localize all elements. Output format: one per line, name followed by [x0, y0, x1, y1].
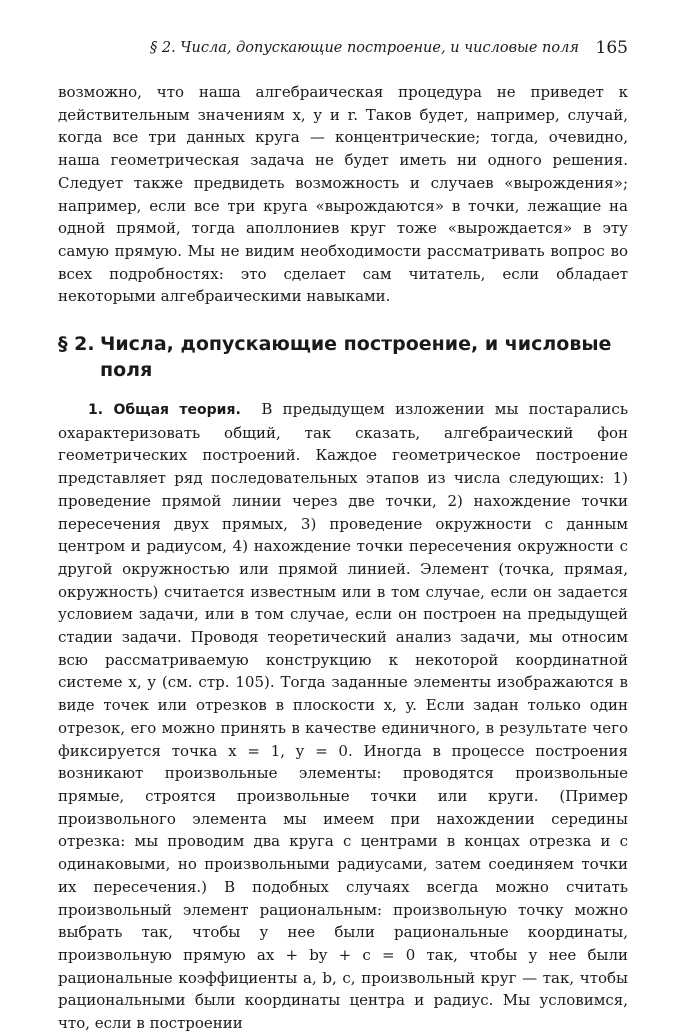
section-title: Числа, допускающие построение, и числовые поля — [100, 333, 612, 382]
section-heading — [58, 331, 628, 383]
running-header — [58, 38, 628, 64]
page-number: 165 — [595, 38, 628, 58]
paragraph-general-theory — [58, 398, 628, 1035]
paragraph-continuation: возможно, что наша алгебраическая процедура не приведет к действительным значениям x, y и r. Таков будет, например, случай, когда все три данных круга — концентрические; тогда, очевидно, наша геометрическая задача не будет иметь ни одного решения. Следует также предвидеть возможность и случаев «вырождения»; например, если все три круга «вырождаются» в точки, лежащие на одной прямой, тогда аполлониев круг тоже «вырождается» в эту самую прямую. Мы не видим необходимости рассматривать вопрос во всех подробностях: это сделает сам читатель, если обладает некоторыми алгебраическими навыками. — [58, 83, 628, 306]
section-number: § 2. — [58, 333, 95, 356]
running-title: § 2. Числа, допускающие построение, и числовые поля — [150, 40, 579, 56]
subsection-title: 1. Общая теория. — [88, 402, 241, 419]
book-page — [58, 38, 628, 1035]
paragraph-body: В предыдущем изложении мы постарались охарактеризовать общий, так сказать, алгебраический фон геометрических построений. Каждое геометрическое построение представляет ряд последовательных этапов из числа следующих: 1) проведение прямой линии через две точки, 2) нахождение точки пересечения двух прямых, 3) проведение окружности с данным центром и радиусом, 4) нахождение точки пересечения окружности с другой окружностью или прямой линией. Элемент (точка, прямая, окружность) считается известным или в том случае, если он задается условием задачи, или в том случае, если он построен на предыдущей стадии задачи. Проводя теоретический анализ задачи, мы относим всю рассматриваемую конструкцию к некоторой координатной системе x, y (см. стр. 105). Тогда заданные элементы изображаются в виде точек или отрезков в плоскости x, y. Если задан только один отрезок, его можно принять в качестве единичного, в результате чего фиксируется точка x = 1, y = 0. Иногда в процессе построения возникают произвольные элементы: проводятся произвольные прямые, строятся произвольные точки или круги. (Пример произвольного элемента мы имеем при нахождении середины отрезка: мы проводим два круга с центрами в концах отрезка и с одинаковыми, но произвольными радиусами, затем соединяем точки их пересечения.) В подобных случаях всегда можно считать произвольный элемент рациональным: произвольную точку можно выбрать так, чтобы у нее были рациональные координаты, произвольную прямую ax + by + c = 0 так, чтобы у нее были рациональные коэффициенты a, b, c, произвольный круг — так, чтобы рациональными были координаты центра и радиус. Мы условимся, что, если в построении — [58, 400, 628, 1033]
